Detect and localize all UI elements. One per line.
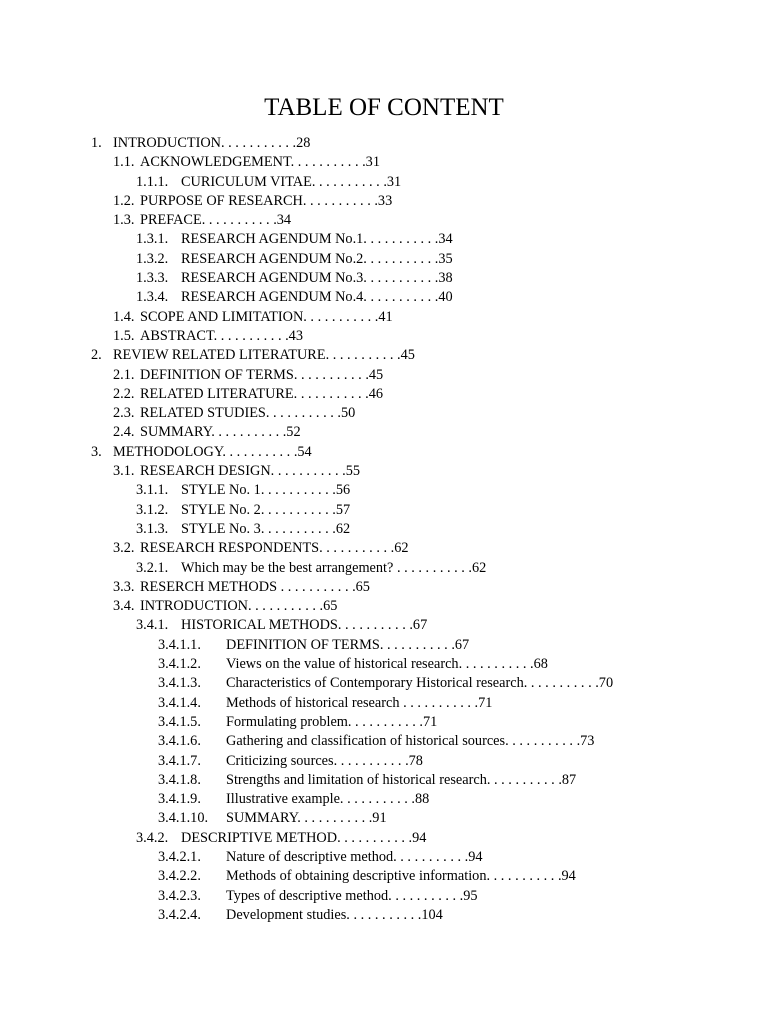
toc-entry-number: 3.1. (113, 463, 135, 480)
toc-entry-title: ACKNOWLEDGEMENT. . . . . . . . . . .31 (140, 154, 380, 171)
toc-entry-number: 3.4.1.5. (158, 713, 201, 730)
toc-entry-number: 1.3.4. (136, 289, 169, 306)
toc-entry-number: 2.3. (113, 405, 135, 422)
toc-entry-number: 3.1.2. (136, 501, 169, 518)
toc-entry-number: 3.1.1. (136, 482, 169, 499)
toc-entry (0, 732, 768, 751)
toc-entry-title: Formulating problem. . . . . . . . . . .71 (226, 713, 438, 730)
toc-entry-number: 3.4.2.2. (158, 868, 201, 885)
toc-entry-title: Methods of obtaining descriptive information. . . . . . . . . . .94 (226, 868, 576, 885)
toc-entry (0, 153, 768, 172)
toc-entry-number: 3.4.1.2. (158, 656, 201, 673)
toc-entry-number: 3.4.2.4. (158, 906, 201, 923)
toc-entry-number: 3.4.2.1. (158, 848, 201, 865)
toc-entry-number: 3.4.1.1. (158, 636, 201, 653)
toc-entry (0, 192, 768, 211)
toc-entry (0, 443, 768, 462)
toc-entry (0, 809, 768, 828)
toc-entry-number: 3.4.1.3. (158, 675, 201, 692)
toc-entry (0, 655, 768, 674)
toc-entry-title: RESEARCH RESPONDENTS. . . . . . . . . . .62 (140, 540, 409, 557)
toc-entry-title: Nature of descriptive method. . . . . . . . . . .94 (226, 848, 483, 865)
toc-entry-title: SCOPE AND LIMITATION. . . . . . . . . . .41 (140, 308, 393, 325)
toc-entry-title: RESEARCH DESIGN. . . . . . . . . . .55 (140, 463, 361, 480)
toc-entry-number: 2.1. (113, 366, 135, 383)
toc-entry-title: RESEARCH AGENDUM No.2. . . . . . . . . . .35 (181, 250, 453, 267)
toc-entry-number: 1.4. (113, 308, 135, 325)
toc-entry-number: 1.5. (113, 327, 135, 344)
toc-entry (0, 694, 768, 713)
toc-entry-title: DEFINITION OF TERMS. . . . . . . . . . .67 (226, 636, 470, 653)
toc-entry-title: HISTORICAL METHODS. . . . . . . . . . .67 (181, 617, 428, 634)
toc-entry-title: SUMMARY. . . . . . . . . . .91 (226, 810, 387, 827)
toc-entry-title: Criticizing sources. . . . . . . . . . .78 (226, 752, 423, 769)
toc-entry-title: DEFINITION OF TERMS. . . . . . . . . . .45 (140, 366, 384, 383)
toc-entry (0, 462, 768, 481)
toc-entry-number: 2.2. (113, 385, 135, 402)
toc-entry (0, 211, 768, 230)
toc-entry-title: Development studies. . . . . . . . . . .104 (226, 906, 443, 923)
toc-entry-title: Types of descriptive method. . . . . . . . . . .95 (226, 887, 478, 904)
toc-entry (0, 173, 768, 192)
toc-entry-number: 3.4.1.7. (158, 752, 201, 769)
toc-entry-number: 3.4.2. (136, 829, 169, 846)
toc-entry-number: 3.4.2.3. (158, 887, 201, 904)
toc-entry-title: Illustrative example. . . . . . . . . . .88 (226, 791, 430, 808)
toc-entry-number: 3.2. (113, 540, 135, 557)
toc-entry-number: 3.4.1. (136, 617, 169, 634)
toc-entry (0, 327, 768, 346)
toc-entry-number: 1.2. (113, 192, 135, 209)
toc-entry-title: Methods of historical research . . . . . . . . . . .71 (226, 694, 493, 711)
toc-entry-title: Views on the value of historical research. . . . . . . . . . .68 (226, 656, 548, 673)
toc-entry-title: PURPOSE OF RESEARCH. . . . . . . . . . .33 (140, 192, 393, 209)
toc-entry (0, 288, 768, 307)
toc-entry-title: INTRODUCTION. . . . . . . . . . .65 (140, 598, 338, 615)
page-title: TABLE OF CONTENT (264, 94, 504, 121)
toc-entry (0, 597, 768, 616)
toc-entry-number: 1.1.1. (136, 173, 169, 190)
toc-entry-title: STYLE No. 3. . . . . . . . . . .62 (181, 520, 351, 537)
table-of-contents (0, 134, 768, 925)
toc-entry (0, 346, 768, 365)
toc-entry-title: RESEARCH AGENDUM No.1. . . . . . . . . . .34 (181, 231, 453, 248)
toc-entry (0, 250, 768, 269)
toc-entry-title: STYLE No. 1. . . . . . . . . . .56 (181, 482, 351, 499)
toc-entry-number: 1. (91, 135, 102, 151)
toc-entry-number: 1.3.1. (136, 231, 169, 248)
toc-entry-title: DESCRIPTIVE METHOD. . . . . . . . . . .94 (181, 829, 427, 846)
toc-entry-title: CURICULUM VITAE. . . . . . . . . . .31 (181, 173, 402, 190)
toc-entry (0, 674, 768, 693)
toc-entry-title: RESEARCH AGENDUM No.3. . . . . . . . . . .38 (181, 270, 453, 287)
toc-entry-number: 3.4.1.9. (158, 791, 201, 808)
toc-entry-number: 3.4.1.4. (158, 694, 201, 711)
toc-entry (0, 906, 768, 925)
toc-entry-title: Characteristics of Contemporary Historical research. . . . . . . . . . .70 (226, 675, 614, 692)
toc-entry-number: 3.3. (113, 578, 135, 595)
toc-entry-title: RELATED STUDIES. . . . . . . . . . .50 (140, 405, 356, 422)
toc-entry-title: STYLE No. 2. . . . . . . . . . .57 (181, 501, 351, 518)
toc-entry (0, 887, 768, 906)
toc-entry (0, 867, 768, 886)
toc-entry-number: 2.4. (113, 424, 135, 441)
toc-entry-number: 1.3.3. (136, 270, 169, 287)
toc-entry-title: METHODOLOGY. . . . . . . . . . .54 (113, 443, 312, 460)
toc-entry-number: 3. (91, 443, 102, 460)
toc-entry-title: PREFACE. . . . . . . . . . .34 (140, 212, 292, 229)
toc-entry (0, 559, 768, 578)
toc-entry (0, 269, 768, 288)
toc-entry-title: RELATED LITERATURE. . . . . . . . . . .46 (140, 385, 384, 402)
toc-entry-number: 1.3.2. (136, 250, 169, 267)
toc-entry-number: 3.2.1. (136, 559, 169, 576)
toc-entry-number: 3.4.1.8. (158, 771, 201, 788)
toc-entry (0, 404, 768, 423)
toc-entry (0, 481, 768, 500)
toc-entry-title: INTRODUCTION. . . . . . . . . . .28 (113, 135, 311, 151)
toc-entry-title: Strengths and limitation of historical research. . . . . . . . . . .87 (226, 771, 577, 788)
toc-entry-number: 3.4.1.10. (158, 810, 209, 827)
toc-entry-title: RESEARCH AGENDUM No.4. . . . . . . . . . .40 (181, 289, 453, 306)
toc-entry (0, 829, 768, 848)
toc-entry-title: REVIEW RELATED LITERATURE. . . . . . . . . . .45 (113, 347, 415, 364)
toc-entry-number: 1.3. (113, 212, 135, 229)
toc-entry-title: RESERCH METHODS . . . . . . . . . . .65 (140, 578, 370, 595)
toc-entry (0, 848, 768, 867)
toc-entry (0, 134, 768, 153)
toc-entry (0, 385, 768, 404)
toc-entry-number: 3.1.3. (136, 520, 169, 537)
toc-entry (0, 230, 768, 249)
toc-entry-title: Which may be the best arrangement? . . . . . . . . . . .62 (181, 559, 487, 576)
toc-entry (0, 520, 768, 539)
toc-entry (0, 752, 768, 771)
toc-entry (0, 423, 768, 442)
toc-entry-title: Gathering and classification of historical sources. . . . . . . . . . .73 (226, 733, 595, 750)
toc-entry-number: 1.1. (113, 154, 135, 171)
toc-entry (0, 616, 768, 635)
toc-entry-title: SUMMARY. . . . . . . . . . .52 (140, 424, 301, 441)
toc-entry (0, 539, 768, 558)
toc-entry (0, 501, 768, 520)
toc-entry (0, 578, 768, 597)
toc-entry (0, 713, 768, 732)
toc-entry (0, 790, 768, 809)
toc-entry (0, 308, 768, 327)
toc-entry-number: 3.4.1.6. (158, 733, 201, 750)
toc-entry (0, 771, 768, 790)
toc-entry-number: 2. (91, 347, 102, 364)
toc-entry-title: ABSTRACT. . . . . . . . . . .43 (140, 327, 303, 344)
toc-entry-number: 3.4. (113, 598, 135, 615)
toc-entry (0, 636, 768, 655)
toc-entry (0, 366, 768, 385)
